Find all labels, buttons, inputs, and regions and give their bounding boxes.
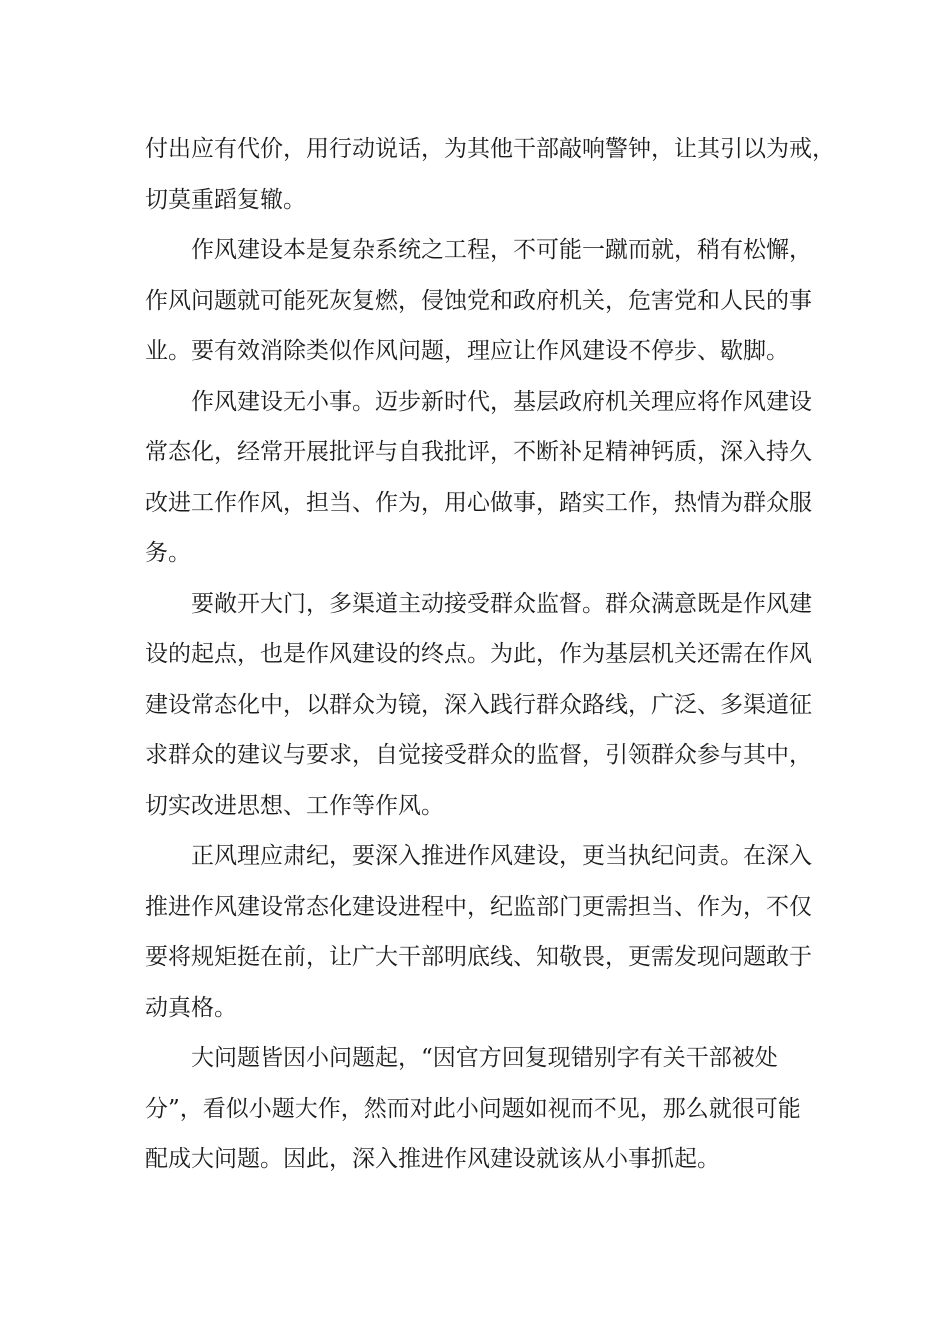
text-line: 推进作风建设常态化建设进程中，纪监部门更需担当、作为，不仅 <box>145 893 812 920</box>
text-line: 要将规矩挺在前，让广大干部明底线、知敬畏，更需发现问题敢于 <box>145 944 812 970</box>
text-line: 建设常态化中，以群众为镜，深入践行群众路线，广泛、多渠道征 <box>145 691 812 718</box>
text-line: 动真格。 <box>145 994 237 1021</box>
text-line: 求群众的建议与要求，自觉接受群众的监督，引领群众参与其中， <box>145 742 812 768</box>
paragraph-first-line: 要敞开大门，多渠道主动接受群众监督。群众满意既是作风建 <box>191 590 812 617</box>
body-text <box>145 124 835 1185</box>
text-line: 业。要有效消除类似作风问题，理应让作风建设不停步、歇脚。 <box>145 338 789 364</box>
text-line: 切实改进思想、工作等作风。 <box>145 792 444 819</box>
paragraph-first-line: 作风建设无小事。迈步新时代，基层政府机关理应将作风建设 <box>191 388 812 415</box>
text-line: 切莫重蹈复辙。 <box>145 186 306 213</box>
text-line: 配成大问题。因此，深入推进作风建设就该从小事抓起。 <box>145 1146 720 1172</box>
text-line: 分”，看似小题大作，然而对此小问题如视而不见，那么就很可能 <box>145 1095 801 1122</box>
text-line: 改进工作作风，担当、作为，用心做事，踏实工作，热情为群众服 <box>145 489 812 516</box>
text-line: 设的起点，也是作风建设的终点。为此，作为基层机关还需在作风 <box>145 641 812 667</box>
paragraph-first-line: 大问题皆因小问题起，“因官方回复现错别字有关干部被处 <box>191 1045 778 1071</box>
paragraph-first-line: 作风建设本是复杂系统之工程，不可能一蹴而就，稍有松懈， <box>191 237 812 263</box>
paragraph-first-line: 正风理应肃纪，要深入推进作风建设，更当执纪问责。在深入 <box>191 843 812 869</box>
text-line: 付出应有代价，用行动说话，为其他干部敲响警钟，让其引以为戒， <box>145 136 835 162</box>
text-line: 常态化，经常开展批评与自我批评，不断补足精神钙质，深入持久 <box>145 439 812 465</box>
text-line: 作风问题就可能死灰复燃，侵蚀党和政府机关，危害党和人民的事 <box>145 287 812 314</box>
text-line: 务。 <box>145 540 191 566</box>
